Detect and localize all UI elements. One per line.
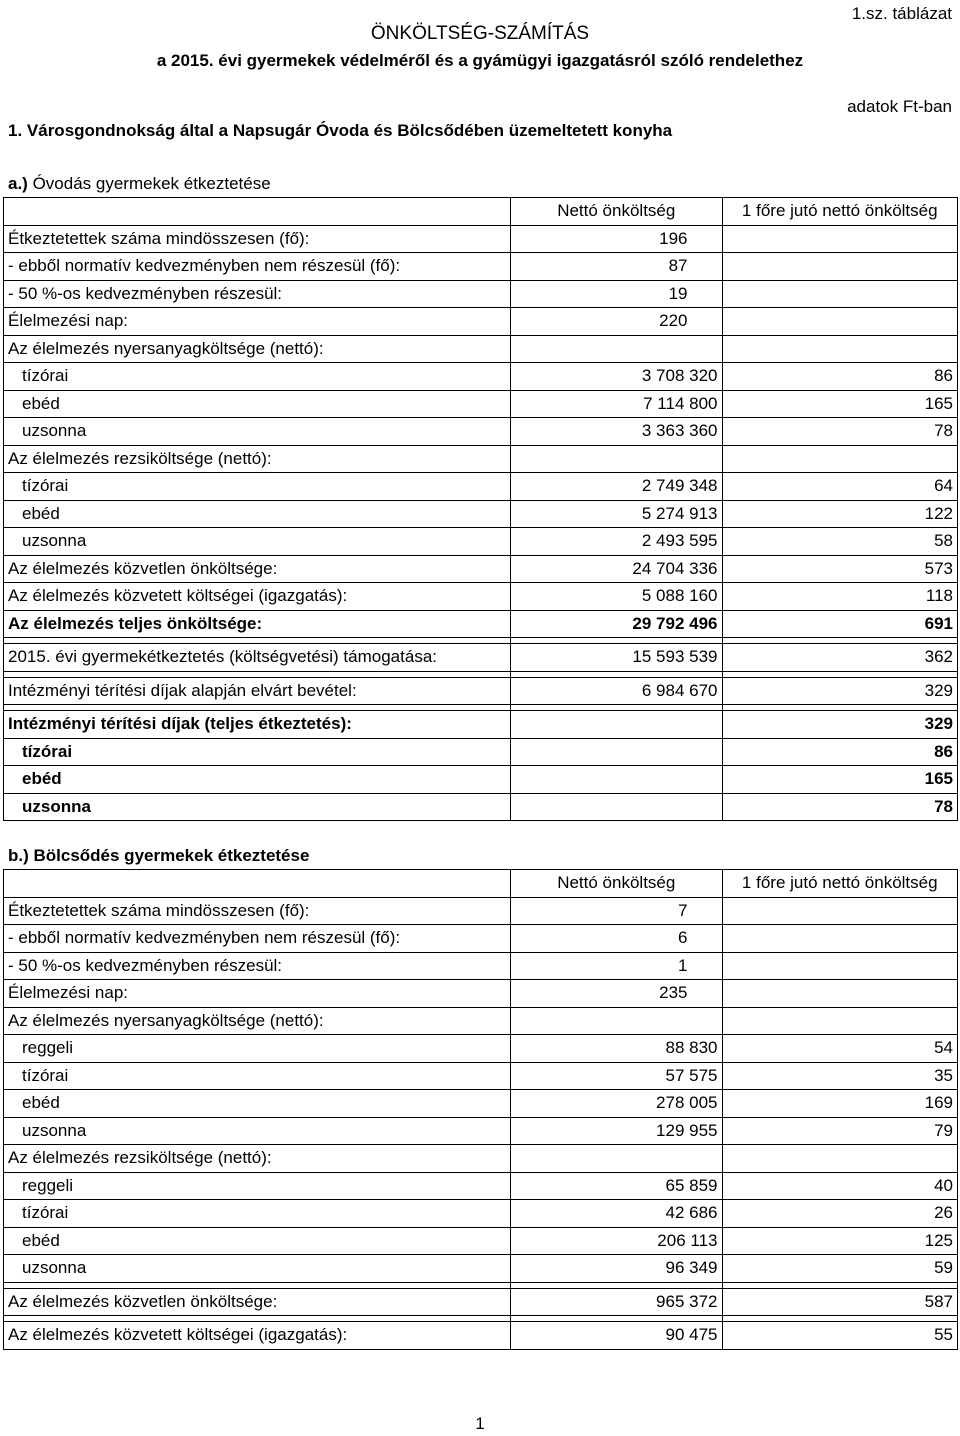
col-fore-header: 1 főre jutó nettó önköltség <box>722 870 958 898</box>
table-header-row <box>4 870 958 898</box>
table-row-total: Az élelmezés teljes önköltsége: 29 792 496 691 <box>4 610 958 638</box>
document-subtitle: a 2015. évi gyermekek védelméről és a gyámügyi igazgatásról szóló rendelethez <box>156 51 804 70</box>
table-row: - 50 %-os kedvezményben részesül: 19 <box>4 280 958 308</box>
table-row: tízórai 3 708 320 86 <box>4 363 958 391</box>
table-row: tízórai 2 749 348 64 <box>4 473 958 501</box>
col-fore-header: 1 főre jutó nettó önköltség <box>722 198 958 226</box>
table-row: 2015. évi gyermekétkeztetés (költségvetési) támogatása: 15 593 539 362 <box>4 644 958 672</box>
table-bolcsode <box>3 869 958 1350</box>
table-row: uzsonna 2 493 595 58 <box>4 528 958 556</box>
table-row: uzsonna 3 363 360 78 <box>4 418 958 446</box>
section-a-title: a.) Óvodás gyermekek étkeztetése <box>8 174 271 193</box>
col-netto-header: Nettó önköltség <box>511 198 722 226</box>
table-row: tízórai 86 <box>4 738 958 766</box>
table-row: tízórai 57 575 35 <box>4 1062 958 1090</box>
table-row: tízórai 42 686 26 <box>4 1200 958 1228</box>
table-row: uzsonna 78 <box>4 793 958 821</box>
table-row: Az élelmezés közvetett költségei (igazgatás): 5 088 160 118 <box>4 583 958 611</box>
table-header-row <box>4 198 958 226</box>
table-row: Intézményi térítési díjak alapján elvárt bevétel: 6 984 670 329 <box>4 677 958 705</box>
table-row: Az élelmezés nyersanyagköltsége (nettó): <box>4 335 958 363</box>
table-row: Étkeztetettek száma mindösszesen (fő): 196 <box>4 225 958 253</box>
table-row: uzsonna 129 955 79 <box>4 1117 958 1145</box>
table-row: Élelmezési nap: 220 <box>4 308 958 336</box>
table-row: Az élelmezés nyersanyagköltsége (nettó): <box>4 1007 958 1035</box>
col-netto-header: Nettó önköltség <box>511 870 722 898</box>
table-row: reggeli 65 859 40 <box>4 1172 958 1200</box>
table-row: ebéd 165 <box>4 766 958 794</box>
table-row: - ebből normatív kedvezményben nem részesül (fő): 87 <box>4 253 958 281</box>
table-row: Az élelmezés közvetlen önköltsége: 965 372 587 <box>4 1288 958 1316</box>
document-title: ÖNKÖLTSÉG-SZÁMÍTÁS <box>370 23 590 44</box>
section-b-title: b.) Bölcsődés gyermekek étkeztetése <box>8 846 310 865</box>
table-row: Étkeztetettek száma mindösszesen (fő): 7 <box>4 897 958 925</box>
table-row: - 50 %-os kedvezményben részesül: 1 <box>4 952 958 980</box>
table-row: ebéd 206 113 125 <box>4 1227 958 1255</box>
table-row: Intézményi térítési díjak (teljes étkeztetés): 329 <box>4 711 958 739</box>
page-number: 1 <box>475 1414 485 1433</box>
table-row: - ebből normatív kedvezményben nem részesül (fő): 6 <box>4 925 958 953</box>
table-row: ebéd 278 005 169 <box>4 1090 958 1118</box>
table-ref: 1.sz. táblázat <box>851 4 952 23</box>
table-row: Az élelmezés rezsiköltsége (nettó): <box>4 445 958 473</box>
unit-note: adatok Ft-ban <box>847 97 952 116</box>
section-heading: 1. Városgondnokság által a Napsugár Óvoda és Bölcsődében üzemeltetett konyha <box>8 121 673 140</box>
table-row: reggeli 88 830 54 <box>4 1035 958 1063</box>
table-row: Az élelmezés rezsiköltsége (nettó): <box>4 1145 958 1173</box>
table-row: ebéd 7 114 800 165 <box>4 390 958 418</box>
table-row: Az élelmezés közvetlen önköltsége: 24 704 336 573 <box>4 555 958 583</box>
table-ovoda <box>3 197 958 821</box>
table-row: Az élelmezés közvetett költségei (igazgatás): 90 475 55 <box>4 1322 958 1350</box>
table-row: uzsonna 96 349 59 <box>4 1255 958 1283</box>
table-row: Élelmezési nap: 235 <box>4 980 958 1008</box>
table-row: ebéd 5 274 913 122 <box>4 500 958 528</box>
